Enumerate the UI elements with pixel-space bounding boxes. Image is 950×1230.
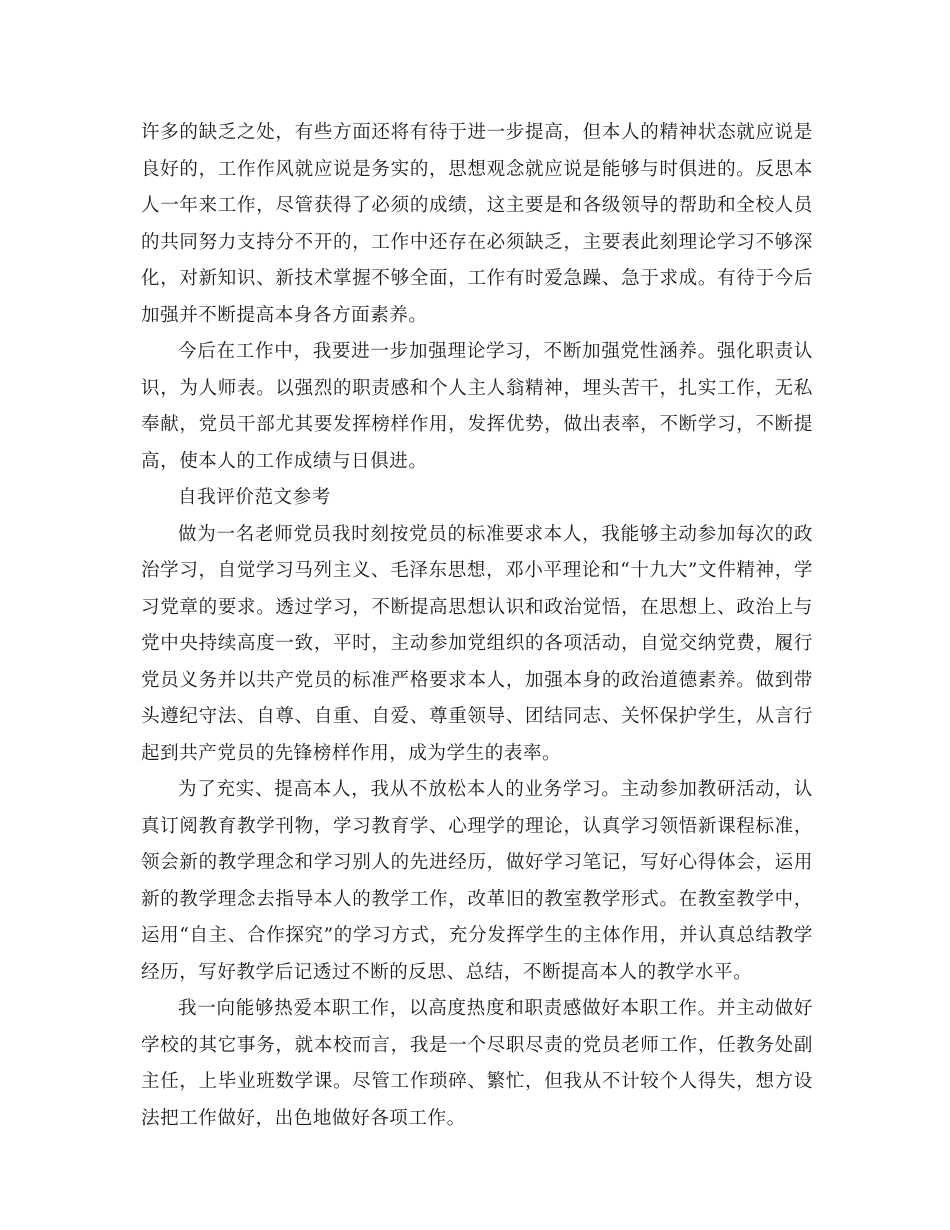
section-heading: 自我评价范文参考 bbox=[178, 487, 331, 508]
paragraph-dedication: 我一向能够热爱本职工作，以高度热度和职责感做好本职工作。并主动做好学校的其它事务，就本校而言，我是一个尽职尽责的党员老师工作，任教务处副主任，上毕业班数学课。尽管工作琐碎、繁忙，但我从不计较个人得失，想方设法把工作做好，出色地做好各项工作。 bbox=[141, 998, 813, 1129]
paragraph-future-work: 今后在工作中，我要进一步加强理论学习，不断加强党性涵养。强化职责认识，为人师表。以强烈的职责感和个人主人翁精神，埋头苦干，扎实工作，无私奉献，党员干部尤其要发挥榜样作用，发挥优势，做出表率，不断学习，不断提高，使本人的工作成绩与日俱进。 bbox=[141, 341, 813, 472]
paragraph-party-member: 做为一名老师党员我时刻按党员的标准要求本人，我能够主动参加每次的政治学习，自觉学习马列主义、毛泽东思想，邓小平理论和“十九大”文件精神，学习党章的要求。透过学习，不断提高思想认识和政治觉悟，在思想上、政治上与党中央持续高度一致，平时，主动参加党组织的各项活动，自觉交纳党费，履行党员义务并以共产党员的标准严格要求本人，加强本身的政治道德素养。做到带头遵纪守法、自尊、自重、自爱、尊重领导、团结同志、关怀保护学生，从言行起到共产党员的先锋榜样作用，成为学生的表率。 bbox=[141, 523, 813, 764]
paragraph-continuation: 许多的缺乏之处，有些方面还将有待于进一步提高，但本人的精神状态就应说是良好的，工作作风就应说是务实的，思想观念就应说是能够与时俱进的。反思本人一年来工作，尽管获得了必须的成绩，这主要是和各级领导的帮助和全校人员的共同努力支持分不开的，工作中还存在必须缺乏，主要表此刻理论学习不够深化，对新知识、新技术掌握不够全面，工作有时爱急躁、急于求成。有待于今后加强并不断提高本身各方面素养。 bbox=[141, 122, 813, 326]
document-page bbox=[141, 115, 813, 1137]
paragraph-professional-study: 为了充实、提高本人，我从不放松本人的业务学习。主动参加教研活动，认真订阅教育教学刊物，学习教育学、心理学的理论，认真学习领悟新课程标准，领会新的教学理念和学习别人的先进经历，做好学习笔记，写好心得体会，运用新的教学理念去指导本人的教学工作，改革旧的教室教学形式。在教室教学中，运用“自主、合作探究”的学习方式，充分发挥学生的主体作用，并认真总结教学经历，写好教学后记透过不断的反思、总结，不断提高本人的教学水平。 bbox=[141, 779, 813, 983]
